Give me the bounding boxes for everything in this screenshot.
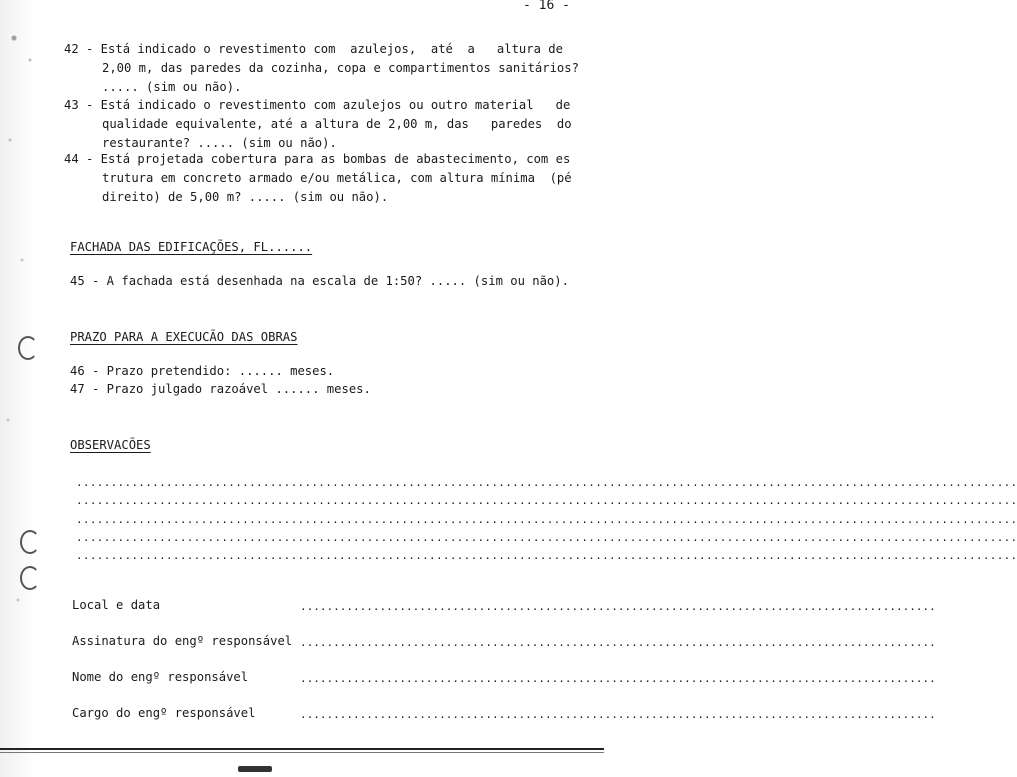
observation-line-4[interactable]: ........................................................................................................................................ bbox=[76, 531, 1017, 544]
section-heading-observacoes: OBSERVACÕES bbox=[70, 438, 151, 452]
scan-blot bbox=[238, 766, 272, 772]
question-42-line-3: ..... (sim ou não). bbox=[102, 80, 242, 94]
question-47: 47 - Prazo julgado razoável ...... meses. bbox=[70, 382, 371, 396]
section-heading-fachada: FACHADA DAS EDIFICAÇÕES, FL...... bbox=[70, 240, 313, 254]
bottom-rule bbox=[0, 748, 604, 750]
question-42 bbox=[64, 40, 579, 97]
scan-margin-noise bbox=[0, 0, 60, 777]
question-43 bbox=[64, 96, 574, 153]
margin-mark-icon bbox=[18, 336, 38, 360]
nome-label: Nome do engº responsável bbox=[72, 670, 249, 684]
question-44-line-3: direito) de 5,00 m? ..... (sim ou não). bbox=[102, 190, 389, 204]
assinatura-field[interactable]: ................................................................................................ bbox=[300, 636, 936, 649]
observation-line-5[interactable]: ........................................................................................................................................ bbox=[76, 549, 1017, 562]
bottom-rule-secondary bbox=[0, 752, 604, 753]
observation-line-3[interactable]: ........................................................................................................................................ bbox=[76, 513, 1017, 526]
question-46: 46 - Prazo pretendido: ...... meses. bbox=[70, 364, 335, 378]
observation-line-2[interactable]: ........................................................................................................................................ bbox=[76, 494, 1017, 507]
question-42-line-1: 42 - Está indicado o revestimento com azulejos, até a altura de bbox=[64, 42, 563, 56]
margin-mark-icon bbox=[20, 530, 40, 554]
local-data-field[interactable]: ................................................................................................ bbox=[300, 600, 936, 613]
question-44-line-2: trutura em concreto armado e/ou metálica, com altura mínima (pé bbox=[102, 171, 572, 185]
question-45: 45 - A fachada está desenhada na escala de 1:50? ..... (sim ou não). bbox=[70, 274, 569, 288]
cargo-label: Cargo do engº responsável bbox=[72, 706, 256, 720]
section-heading-prazo: PRAZO PARA A EXECUCÃO DAS OBRAS bbox=[70, 330, 298, 344]
page-number: - 16 - bbox=[523, 0, 570, 13]
local-data-label: Local e data bbox=[72, 598, 161, 612]
observation-line-1[interactable]: ........................................................................................................................................ bbox=[76, 476, 1017, 489]
question-43-line-2: qualidade equivalente, até a altura de 2,00 m, das paredes do bbox=[102, 117, 572, 131]
question-43-line-1: 43 - Está indicado o revestimento com azulejos ou outro material de bbox=[64, 98, 571, 112]
question-44-line-1: 44 - Está projetada cobertura para as bombas de abastecimento, com es bbox=[64, 152, 571, 166]
margin-mark-icon bbox=[20, 566, 40, 590]
question-43-line-3: restaurante? ..... (sim ou não). bbox=[102, 136, 337, 150]
cargo-field[interactable]: ................................................................................................ bbox=[300, 708, 936, 721]
question-44 bbox=[64, 150, 574, 207]
assinatura-label: Assinatura do engº responsável bbox=[72, 634, 293, 648]
question-42-line-2: 2,00 m, das paredes da cozinha, copa e compartimentos sanitários? bbox=[102, 61, 579, 75]
nome-field[interactable]: ................................................................................................ bbox=[300, 672, 936, 685]
